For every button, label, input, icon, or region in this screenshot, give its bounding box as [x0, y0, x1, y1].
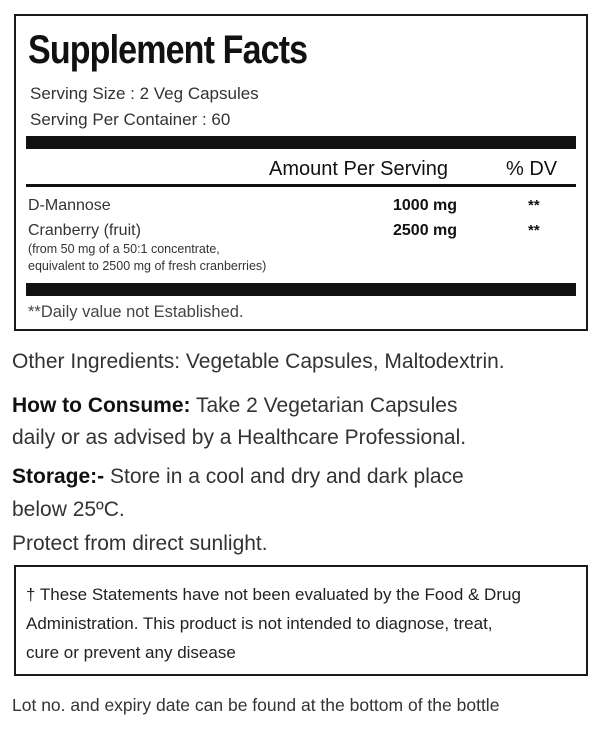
consume-text: Take 2 Vegetarian Capsules — [190, 394, 458, 417]
header-divider — [26, 184, 576, 187]
storage-line-3: Protect from direct sunlight. — [12, 532, 268, 555]
thick-divider-top — [26, 136, 576, 149]
serving-size: Serving Size : 2 Veg Capsules — [30, 84, 259, 103]
servings-per-container: Serving Per Container : 60 — [30, 110, 231, 129]
lot-note: Lot no. and expiry date can be found at the bottom of the bottle — [12, 695, 500, 715]
storage-line-1 — [12, 465, 464, 489]
ingredient-note: equivalent to 2500 mg of fresh cranberries) — [28, 259, 267, 273]
ingredient-note: (from 50 mg of a 50:1 concentrate, — [28, 242, 220, 256]
ingredient-amount: 2500 mg — [393, 222, 458, 239]
other-ingredients: Other Ingredients: Vegetable Capsules, Maltodextrin. — [12, 350, 505, 373]
ingredient-amount: 1000 mg — [393, 197, 458, 214]
storage-label: Storage:- — [12, 465, 105, 488]
consume-line-2: daily or as advised by a Healthcare Professional. — [12, 426, 467, 449]
disclaimer-line: cure or prevent any disease — [26, 643, 236, 662]
disclaimer-line: Administration. This product is not intended to diagnose, treat, — [26, 614, 493, 633]
ingredient-name: Cranberry (fruit) — [28, 222, 141, 239]
supplement-facts-panel — [14, 14, 588, 331]
thick-divider-bottom — [26, 283, 576, 296]
ingredient-dv: ** — [528, 197, 540, 214]
amount-per-serving-header: Amount Per Serving — [269, 158, 448, 180]
facts-title: Supplement Facts — [28, 28, 308, 72]
dv-header: % DV — [506, 158, 558, 180]
consume-label: How to Consume: — [12, 394, 191, 417]
dv-footnote: **Daily value not Established. — [28, 303, 244, 321]
disclaimer-line: † These Statements have not been evaluated by the Food & Drug — [26, 585, 521, 604]
consume-line-1 — [12, 394, 457, 418]
ingredient-name: D-Mannose — [28, 197, 111, 214]
storage-text: Store in a cool and dry and dark place — [104, 465, 464, 488]
fda-disclaimer-box — [14, 565, 588, 676]
ingredient-dv: ** — [528, 222, 540, 239]
storage-line-2: below 25ºC. — [12, 498, 125, 521]
